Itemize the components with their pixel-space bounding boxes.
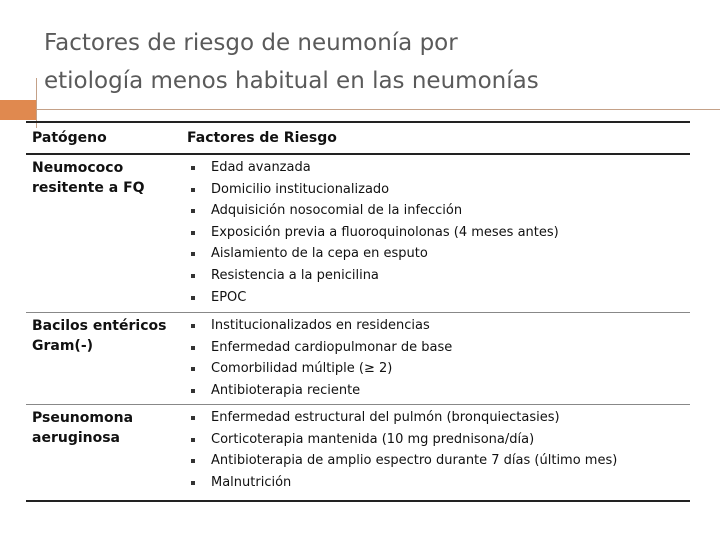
pathogen-name-line: Pseunomona [32, 410, 134, 426]
table-header-row [26, 123, 690, 155]
slide-title-line-2: etiología menos habitual en las neumonías [44, 68, 539, 94]
table-row [26, 313, 690, 405]
header-risk-factors: Factores de Riesgo [187, 130, 337, 146]
table-row [26, 155, 690, 313]
factors-cell [181, 313, 690, 404]
factor-item: Comorbilidad múltiple (≥ 2) [181, 358, 690, 380]
pathogen-name-line: Neumococo [32, 160, 124, 176]
factors-list [181, 313, 690, 401]
factors-cell [181, 405, 690, 500]
pathogen-cell [26, 405, 181, 500]
factor-item: Adquisición nosocomial de la infección [181, 200, 690, 222]
factor-item: Antibioterapia de amplio espectro durante 7 días (último mes) [181, 450, 690, 472]
factor-item: Edad avanzada [181, 157, 690, 179]
header-pathogen: Patógeno [32, 130, 107, 146]
factor-item: Resistencia a la penicilina [181, 265, 690, 287]
pathogen-name-line: Gram(-) [32, 338, 94, 354]
table-row [26, 405, 690, 500]
pathogen-name-line: aeruginosa [32, 430, 120, 446]
factor-item: Exposición previa a fluoroquinolonas (4 meses antes) [181, 222, 690, 244]
factor-item: Enfermedad cardiopulmonar de base [181, 337, 690, 359]
pathogen-cell [26, 313, 181, 404]
factors-cell [181, 155, 690, 312]
horizontal-rule [36, 109, 720, 110]
factor-item: Aislamiento de la cepa en esputo [181, 243, 690, 265]
slide-title [44, 24, 684, 100]
factor-item: Domicilio institucionalizado [181, 179, 690, 201]
factors-list [181, 405, 690, 493]
pathogen-name-line: Bacilos entéricos [32, 318, 167, 334]
factors-list [181, 155, 690, 308]
factor-item: Institucionalizados en residencias [181, 315, 690, 337]
factor-item: Corticoterapia mantenida (10 mg prednisona/día) [181, 429, 690, 451]
factor-item: Enfermedad estructural del pulmón (bronquiectasies) [181, 407, 690, 429]
slide-title-line-1: Factores de riesgo de neumonía por [44, 30, 458, 56]
risk-factors-table [26, 121, 690, 502]
pathogen-cell [26, 155, 181, 312]
accent-block [0, 100, 36, 120]
factor-item: Antibioterapia reciente [181, 380, 690, 402]
factor-item: EPOC [181, 287, 690, 309]
factor-item: Malnutrición [181, 472, 690, 494]
pathogen-name-line: resitente a FQ [32, 180, 145, 196]
